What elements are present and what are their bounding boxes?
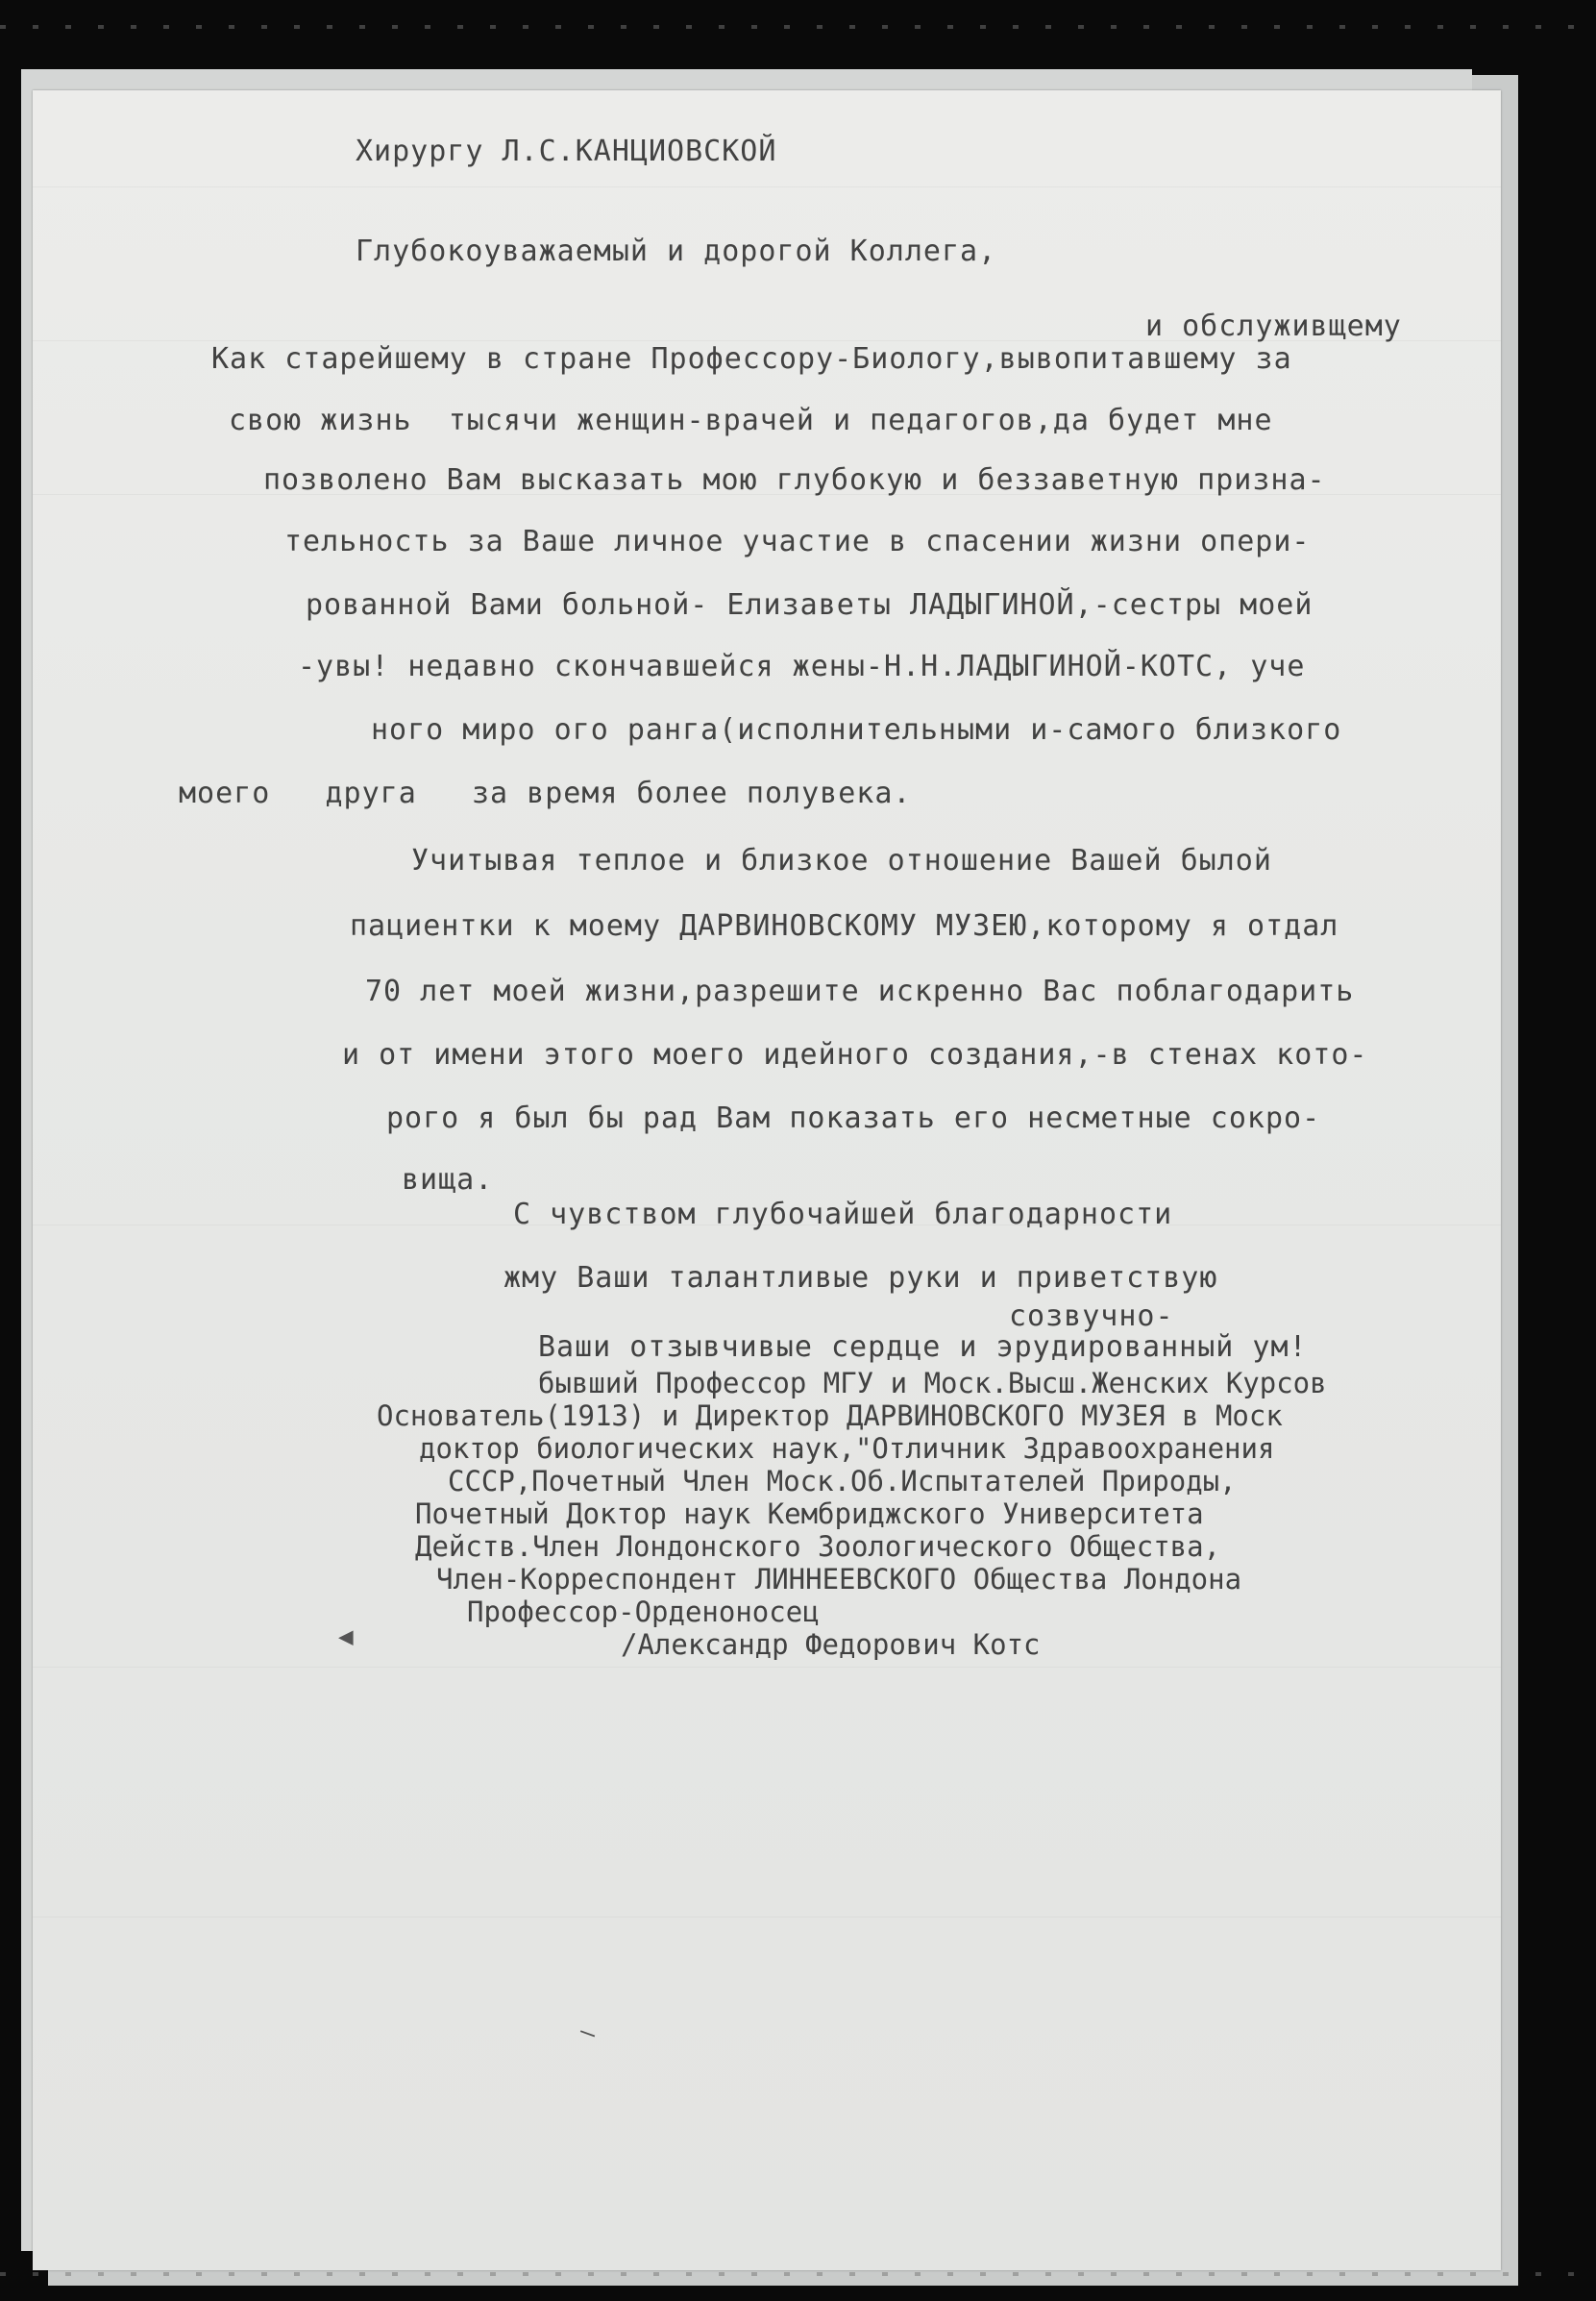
paragraph1-line: Как старейшему в стране Профессору-Биологу,вывопитавшему за [211, 342, 1292, 376]
paragraph2-line: рого я был бы рад Вам показать его несметные сокро- [386, 1101, 1321, 1135]
paragraph1-line: -увы! недавно скончавшейся жены-Н.Н.ЛАДЫГИНОЙ-КОТС, уче [298, 650, 1306, 683]
salutation: Глубокоуважаемый и дорогой Коллега, [356, 235, 997, 268]
pen-scratch: ― [576, 2016, 601, 2049]
closing-line: жму Ваши талантливые руки и приветствую [503, 1261, 1218, 1295]
signature-title: бывший Профессор МГУ и Моск.Высш.Женских Курсов [538, 1367, 1327, 1399]
paragraph1-line: тельность за Ваше личное участие в спасении жизни опери- [284, 525, 1311, 558]
film-edge-bottom [0, 2272, 1596, 2276]
paragraph2-line: и от имени этого моего идейного создания,-в стенах кото- [342, 1038, 1368, 1072]
closing-line: С чувством глубочайшей благодарности [513, 1198, 1173, 1231]
letter-page [33, 90, 1501, 2270]
ink-mark: ◀ [338, 1622, 354, 1651]
signature-title: Основатель(1913) и Директор ДАРВИНОВСКОГО МУЗЕЯ в Моск [377, 1399, 1283, 1432]
paragraph1-line: свою жизнь тысячи женщин-врачей и педагогов,да будет мне [229, 404, 1273, 437]
paragraph1-insert: и обслуживщему [1145, 309, 1402, 343]
signature-title: Почетный Доктор наук Кембриджского Университета [415, 1497, 1204, 1530]
paragraph1-line: ного миро ого ранга(исполнительными и-самого близкого [371, 713, 1342, 747]
signature-title: Член-Корреспондент ЛИННЕЕВСКОГО Общества Лондона [436, 1563, 1242, 1596]
film-edge-top [0, 25, 1596, 29]
signature-name: /Александр Федорович Котс [621, 1628, 1041, 1661]
paragraph2-line: пациентки к моему ДАРВИНОВСКОМУ МУЗЕЮ,которому я отдал [350, 909, 1339, 943]
signature-title: Действ.Член Лондонского Зоологического Общества, [415, 1530, 1221, 1563]
closing-line: Ваши отзывчивые сердце и эрудированный ум! [538, 1330, 1308, 1364]
paragraph2-line: 70 лет моей жизни,разрешите искренно Вас поблагодарить [365, 975, 1355, 1008]
paragraph1-line: рованной Вами больной- Елизаветы ЛАДЫГИНОЙ,-сестры моей [306, 588, 1314, 622]
closing-line: созвучно- [1009, 1299, 1174, 1333]
signature-title: Профессор-Орденоносец [467, 1596, 820, 1628]
paragraph1-line: моего друга за время более полувека. [179, 777, 912, 810]
paragraph2-line: Учитывая теплое и близкое отношение Вашей былой [411, 844, 1272, 878]
paragraph1-line: позволено Вам высказать мою глубокую и беззаветную призна- [263, 463, 1326, 497]
paragraph2-line: вища. [402, 1163, 494, 1197]
signature-title: доктор биологических наук,"Отличник Здравоохранения [419, 1432, 1275, 1465]
signature-title: СССР,Почетный Член Моск.Об.Испытателей Природы, [448, 1465, 1237, 1497]
addressee: Хирургу Л.С.КАНЦИОВСКОЙ [356, 135, 777, 168]
